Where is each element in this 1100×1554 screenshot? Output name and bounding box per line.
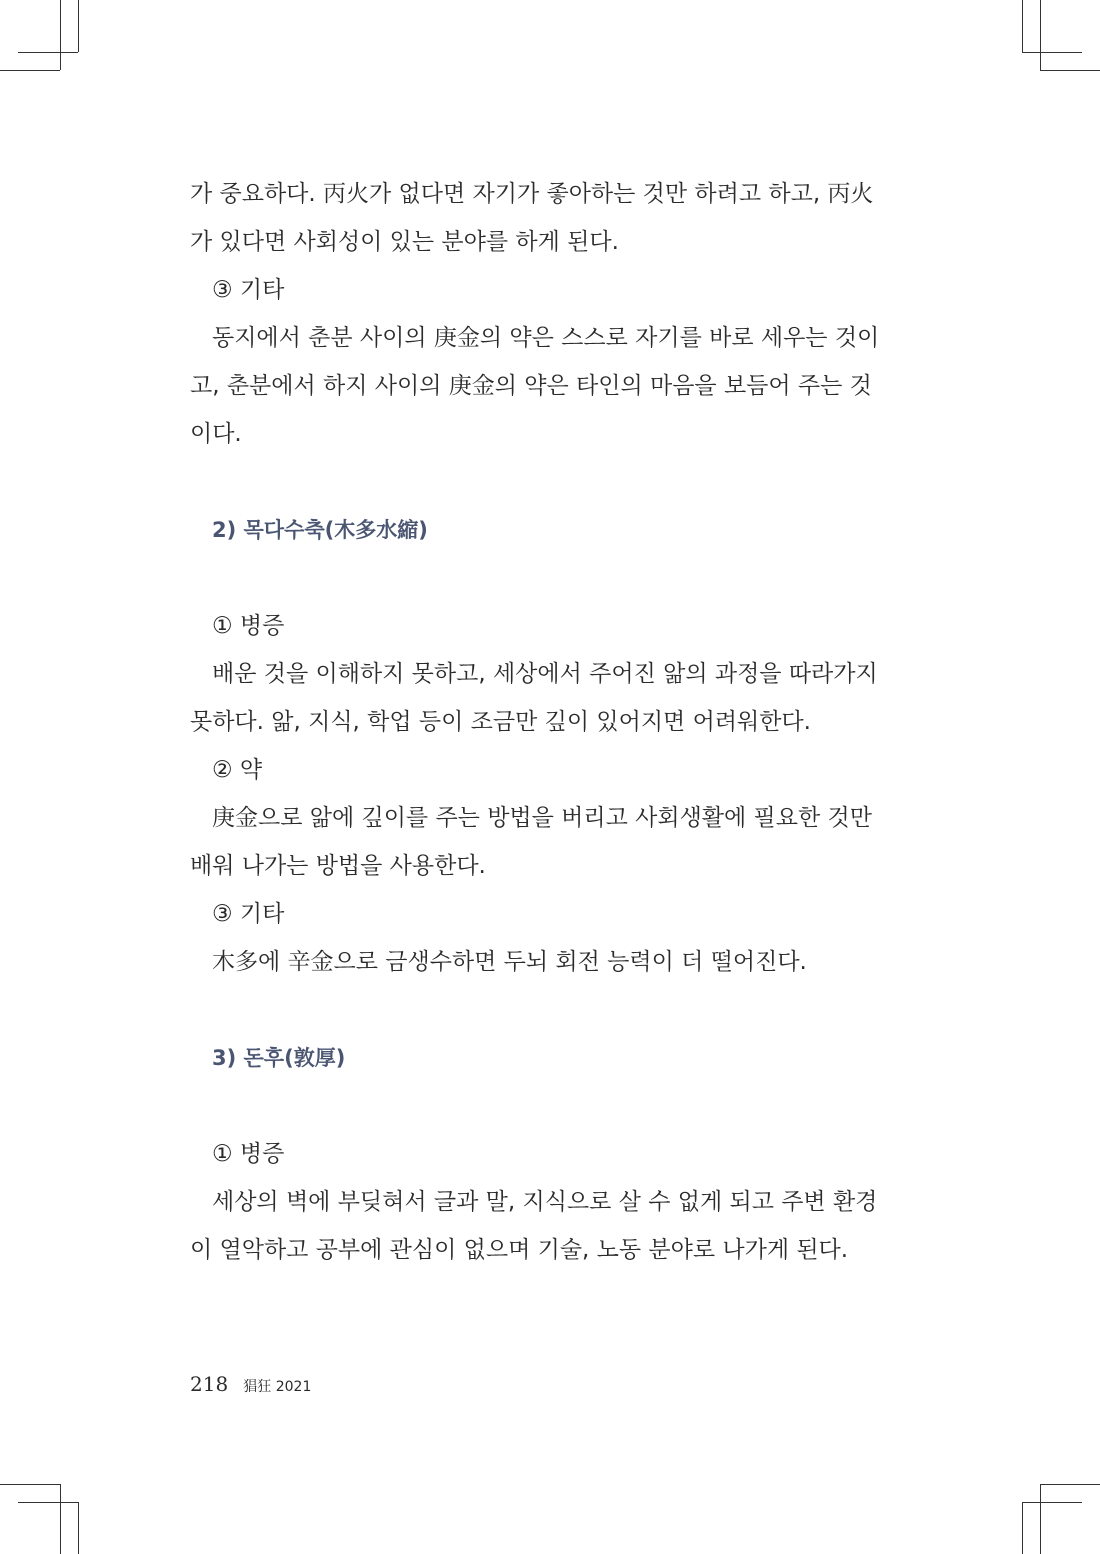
paragraph-line: 동지에서 춘분 사이의 庚金의 약은 스스로 자기를 바로 세우는 것이 <box>212 325 880 351</box>
paragraph-line: 고, 춘분에서 하지 사이의 庚金의 약은 타인의 마음을 보듬어 주는 것 <box>190 373 872 399</box>
paragraph-line: 가 중요하다. 丙火가 없다면 자기가 좋아하는 것만 하려고 하고, 丙火 <box>190 181 874 207</box>
list-item-heading: ② 약 <box>212 757 263 783</box>
journal-title: 猖狂 2021 <box>243 1379 312 1395</box>
section-heading: 2) 목다수축(木多水縮) <box>212 518 428 542</box>
paragraph-line: 배운 것을 이해하지 못하고, 세상에서 주어진 앎의 과정을 따라가지 <box>212 661 878 687</box>
paragraph-line: 배워 나가는 방법을 사용한다. <box>190 853 486 879</box>
page-number: 218 <box>190 1372 229 1396</box>
paragraph-line: 이 열악하고 공부에 관심이 없으며 기술, 노동 분야로 나가게 된다. <box>190 1237 849 1263</box>
page-body <box>190 170 880 1274</box>
paragraph-line: 庚金으로 앎에 깊이를 주는 방법을 버리고 사회생활에 필요한 것만 <box>212 805 872 831</box>
list-item-heading: ① 병증 <box>212 613 285 639</box>
paragraph-line: 못하다. 앎, 지식, 학업 등이 조금만 깊이 있어지면 어려워한다. <box>190 709 811 735</box>
section-heading: 3) 돈후(敦厚) <box>212 1046 346 1070</box>
paragraph-line: 세상의 벽에 부딪혀서 글과 말, 지식으로 살 수 없게 되고 주변 환경 <box>212 1189 878 1215</box>
paragraph-line: 木多에 辛金으로 금생수하면 두뇌 회전 능력이 더 떨어진다. <box>212 949 807 975</box>
list-item-heading: ③ 기타 <box>212 901 285 927</box>
paragraph-line: 이다. <box>190 421 242 447</box>
list-item-heading: ③ 기타 <box>212 277 285 303</box>
list-item-heading: ① 병증 <box>212 1141 285 1167</box>
page-footer <box>190 1372 311 1396</box>
paragraph-line: 가 있다면 사회성이 있는 분야를 하게 된다. <box>190 229 619 255</box>
